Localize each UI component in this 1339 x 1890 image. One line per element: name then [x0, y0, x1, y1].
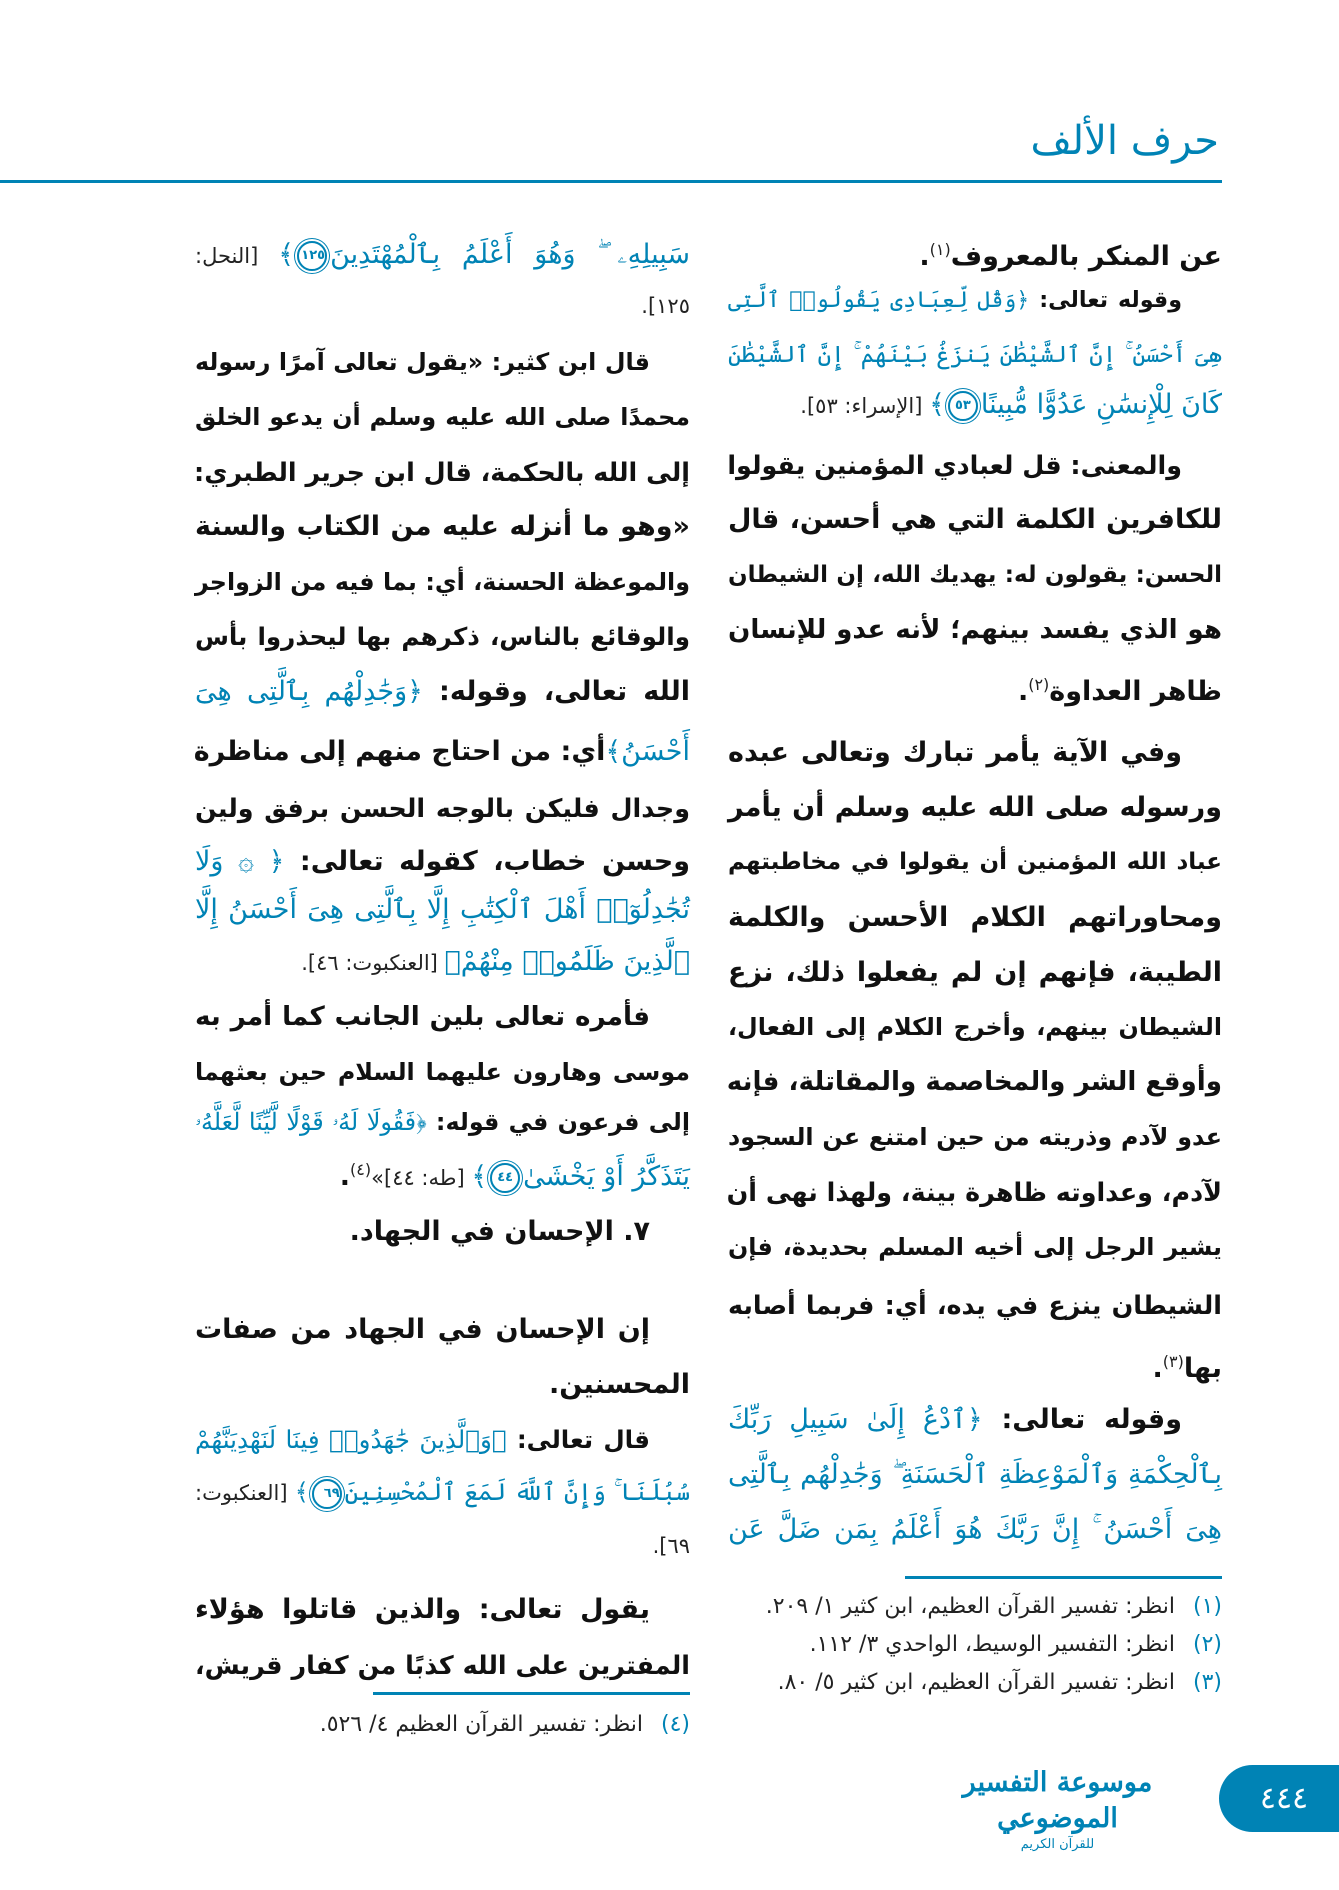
footnote-marker[interactable]: (٢): [1028, 675, 1050, 694]
quran-verse: سُبُلَنَا ۚ وَإِنَّ ٱللَّهَ لَمَعَ ٱلْمُحْسِنِينَ: [344, 1478, 690, 1506]
text-line: [195, 888, 690, 932]
body-text: .: [339, 1161, 351, 1192]
footnote-marker[interactable]: (٤): [350, 1160, 372, 1179]
footnote-text: انظر: تفسير القرآن العظيم، ابن كثير ١/ ٢٠٩.: [765, 1594, 1175, 1619]
page-number: ٤٤٤: [1219, 1765, 1339, 1832]
quran-verse: ﴿ ۞ وَلَا: [195, 846, 285, 877]
text-line: [728, 553, 1222, 597]
text-line: [728, 1115, 1222, 1159]
text-line: [728, 383, 1222, 427]
body-text: والوقائع بالناس، ذكرهم بها ليحذروا بأس: [195, 622, 690, 651]
verse-reference: [العنكبوت: ٤٦].: [301, 951, 445, 975]
body-text: وجدال فليكن بالوجه الحسن برفق ولين: [195, 793, 690, 823]
text-line: [728, 278, 1222, 322]
body-text: يقول تعالى: والذين قاتلوا هؤلاء: [195, 1594, 650, 1625]
body-text: إلى فرعون في قوله:: [426, 1108, 690, 1136]
text-line: [728, 443, 1222, 487]
quran-verse: ﴿فَقُولَا لَهُۥ قَوْلًا لَّيِّنًا لَّعَلَّهُۥ: [195, 1108, 427, 1136]
body-text: عدو لآدم وذريته من حين امتنع عن السجود: [728, 1123, 1222, 1151]
text-line: [728, 1453, 1222, 1497]
quran-verse: ﴿ٱدْعُ إِلَىٰ سَبِيلِ رَبِّكَ: [728, 1404, 983, 1435]
footnotes-right: [728, 1588, 1222, 1702]
footnotes-left: [195, 1706, 690, 1744]
text-line: [728, 1508, 1222, 1552]
body-text: أي: من احتاج منهم إلى مناظرة: [193, 736, 606, 767]
text-line: [195, 233, 690, 277]
body-text: «وهو ما أنزله عليه من الكتاب والسنة: [195, 511, 690, 542]
quran-verse: بِٱلْحِكْمَةِ وَٱلْمَوْعِظَةِ ٱلْحَسَنَةِ ۖ وَجَٰدِلْهُم بِٱلَّتِى: [728, 1459, 1222, 1490]
text-line: [195, 786, 690, 830]
text-line: [728, 1225, 1222, 1269]
text-line: [728, 896, 1222, 940]
text-line: [195, 615, 690, 659]
body-text: وقوله تعالى:: [1029, 287, 1182, 313]
chapter-title: حرف الألف: [1030, 118, 1219, 164]
text-line: [195, 1363, 690, 1407]
footnote: [728, 1588, 1222, 1626]
body-text: ورسوله صلى الله عليه وسلم أن يأمر: [728, 792, 1222, 823]
text-line: [195, 1050, 690, 1094]
text-line: [728, 498, 1222, 542]
text-line: [728, 663, 1222, 707]
footnote-number[interactable]: (٣): [1192, 1670, 1222, 1695]
quran-verse: ٱلَّذِينَ ظَلَمُوا۟ مِنْهُمْ﴾: [444, 946, 690, 977]
body-text: .: [919, 241, 930, 272]
quran-verse: ﴿وَجَٰدِلْهُم بِٱلَّتِى هِىَ: [195, 676, 423, 707]
verse-reference: [طه: ٤٤]»: [371, 1166, 472, 1190]
text-line: [195, 340, 690, 384]
text-line: [728, 1340, 1222, 1384]
encyclopedia-logo: [935, 1765, 1180, 1853]
text-line: [195, 1470, 690, 1514]
text-line: [728, 608, 1222, 652]
text-line: [195, 395, 690, 439]
quran-verse: ﴾: [471, 1161, 488, 1192]
body-text: .: [1017, 676, 1029, 707]
text-line: [195, 560, 690, 604]
body-text: ظاهر العداوة: [1049, 676, 1222, 707]
footnote-marker[interactable]: (٣): [1162, 1352, 1184, 1371]
header-divider: [0, 180, 1222, 183]
text-line: [195, 505, 690, 549]
text-line: [195, 1643, 690, 1687]
verse-reference: [النحل:: [195, 244, 279, 268]
body-text: عن المنكر بالمعروف: [950, 241, 1222, 272]
text-line: [195, 840, 690, 884]
footnote-text: انظر: تفسير القرآن العظيم ٤/ ٥٢٦.: [319, 1712, 643, 1737]
text-line: [728, 333, 1222, 377]
body-text: وحسن خطاب، كقوله تعالى:: [284, 846, 690, 877]
quran-verse: ﴿وَقُل لِّعِبَادِى يَقُولُوا۟ ٱلَّتِى: [728, 287, 1030, 313]
body-text: إن الإحسان في الجهاد من صفات: [195, 1314, 650, 1345]
text-line: [195, 1588, 690, 1632]
footnote: [728, 1626, 1222, 1664]
text-line: [195, 670, 690, 714]
verse-reference: ٦٩].: [652, 1534, 690, 1558]
quran-verse: يَتَذَكَّرُ أَوْ يَخْشَىٰ: [523, 1161, 690, 1192]
footnote: [728, 1664, 1222, 1702]
body-text: عباد الله المؤمنين أن يقولوا في مخاطبتهم: [728, 849, 1222, 875]
ayah-number-badge: ٤٤: [490, 1163, 520, 1193]
body-text: إلى الله بالحكمة، قال ابن جرير الطبري:: [194, 457, 690, 487]
footnote-text: انظر: تفسير القرآن العظيم، ابن كثير ٥/ ٨٠.: [777, 1670, 1175, 1695]
body-text: وقوله تعالى:: [982, 1404, 1182, 1435]
text-line: [195, 283, 690, 327]
text-line: [195, 1148, 690, 1192]
text-line: [728, 1283, 1222, 1327]
quran-verse: أَحْسَنُ﴾: [605, 736, 690, 767]
text-line: [728, 840, 1222, 884]
text-line: [728, 1398, 1222, 1442]
body-text: ومحاوراتهم الكلام الأحسن والكلمة: [728, 902, 1222, 933]
footnote: [195, 1706, 690, 1744]
text-line: [195, 1523, 690, 1567]
body-text: .: [1152, 1353, 1163, 1384]
body-text: والمعنى: قل لعبادي المؤمنين يقولوا: [727, 450, 1182, 480]
logo-title: موسوعة التفسير الموضوعي: [962, 1767, 1153, 1834]
body-text: المحسنين.: [548, 1369, 690, 1400]
body-text: يشير الرجل إلى أخيه المسلم بحديدة، فإن: [728, 1233, 1222, 1261]
body-text: الطيبة، فإنهم إن لم يفعلوا ذلك، نزع: [728, 957, 1222, 988]
footnote-number[interactable]: (٢): [1192, 1632, 1222, 1657]
body-text: الشيطان ينزع في يده، أي: فربما أصابه: [728, 1290, 1222, 1320]
ayah-number-badge: ٦٩: [312, 1479, 342, 1509]
quran-verse: سَبِيلِهِۦ ۖ وَهُوَ أَعْلَمُ بِٱلْمُهْتَدِينَ: [330, 239, 690, 270]
body-text: هو الذي يفسد بينهم؛ لأنه عدو للإنسان: [728, 615, 1222, 645]
text-line: [728, 951, 1222, 995]
body-text: محمدًا صلى الله عليه وسلم أن يدعو الخلق: [195, 403, 690, 431]
body-text: قال ابن كثير: «يقول تعالى آمرًا رسوله: [195, 348, 650, 376]
text-line: [195, 1100, 690, 1144]
logo-subtitle: للقرآن الكريم: [1020, 1837, 1095, 1852]
body-text: ٧. الإحسان في الجهاد.: [349, 1216, 650, 1247]
footnote-marker[interactable]: (١): [929, 240, 951, 259]
quran-verse: ﴾: [929, 389, 945, 420]
footnote-divider-left: [373, 1692, 690, 1695]
text-line: [728, 1005, 1222, 1049]
body-text: بها: [1183, 1353, 1222, 1384]
text-line: [728, 786, 1222, 830]
verse-reference: [الإسراء: ٥٣].: [800, 394, 930, 418]
text-line: [195, 940, 690, 984]
body-text: وفي الآية يأمر تبارك وتعالى عبده: [728, 737, 1182, 768]
footnote-number[interactable]: (٤): [660, 1712, 690, 1737]
text-line: [728, 228, 1222, 272]
quran-verse: هِىَ أَحْسَنُ ۚ إِنَّ ٱلشَّيْطَٰنَ يَنزَغُ بَيْنَهُمْ ۚ إِنَّ ٱلشَّيْطَٰنَ: [728, 342, 1222, 368]
text-line: [195, 1210, 690, 1254]
body-text: لآدم، وعداوته ظاهرة بينة، ولهذا نهى أن: [726, 1177, 1222, 1207]
text-line: [728, 1170, 1222, 1214]
text-line: [728, 731, 1222, 775]
footnote-divider-right: [905, 1576, 1222, 1579]
footnote-number[interactable]: (١): [1192, 1594, 1222, 1619]
footnote-text: انظر: التفسير الوسيط، الواحدي ٣/ ١١٢.: [809, 1632, 1175, 1657]
quran-verse: كَانَ لِلْإِنسَٰنِ عَدُوًّا مُّبِينًا: [980, 389, 1222, 420]
text-line: [195, 995, 690, 1039]
text-line: [195, 1418, 690, 1462]
text-line: [728, 1060, 1222, 1104]
quran-verse: ﴾: [294, 1478, 309, 1506]
body-text: والموعظة الحسنة، أي: بما فيه من الزواجر: [195, 568, 690, 596]
text-line: [195, 1308, 690, 1352]
body-text: الشيطان بينهم، وأخرج الكلام إلى الفعال،: [728, 1013, 1222, 1041]
body-text: المفترين على الله كذبًا من كفار قريش،: [195, 1650, 690, 1680]
ayah-number-badge: ٥٣: [948, 391, 978, 421]
body-text: للكافرين الكلمة التي هي أحسن، قال: [728, 504, 1222, 535]
text-line: [195, 730, 690, 774]
body-text: قال تعالى:: [506, 1425, 650, 1454]
quran-verse: ﴿وَٱلَّذِينَ جَٰهَدُوا۟ فِينَا لَنَهْدِيَنَّهُمْ: [195, 1425, 507, 1454]
text-line: [195, 450, 690, 494]
quran-verse: هِىَ أَحْسَنُ ۚ إِنَّ رَبَّكَ هُوَ أَعْلَمُ بِمَن ضَلَّ عَن: [728, 1514, 1222, 1545]
ayah-number-badge: ١٢٥: [297, 241, 327, 271]
verse-reference: ١٢٥].: [641, 294, 690, 318]
body-text: فأمره تعالى بلين الجانب كما أمر به: [195, 1002, 650, 1032]
body-text: الله تعالى، وقوله:: [422, 676, 690, 707]
body-text: الحسن: يقولون له: يهديك الله، إن الشيطان: [728, 562, 1222, 588]
verse-reference: [العنكبوت:: [195, 1481, 295, 1505]
body-text: وأوقع الشر والمخاصمة والمقاتلة، فإنه: [726, 1067, 1222, 1097]
quran-verse: ﴾: [278, 239, 295, 270]
quran-verse: تُجَٰدِلُوٓا۟ أَهْلَ ٱلْكِتَٰبِ إِلَّا بِٱلَّتِى هِىَ أَحْسَنُ إِلَّا: [195, 894, 690, 925]
body-text: موسى وهارون عليهما السلام حين بعثهما: [195, 1058, 690, 1086]
